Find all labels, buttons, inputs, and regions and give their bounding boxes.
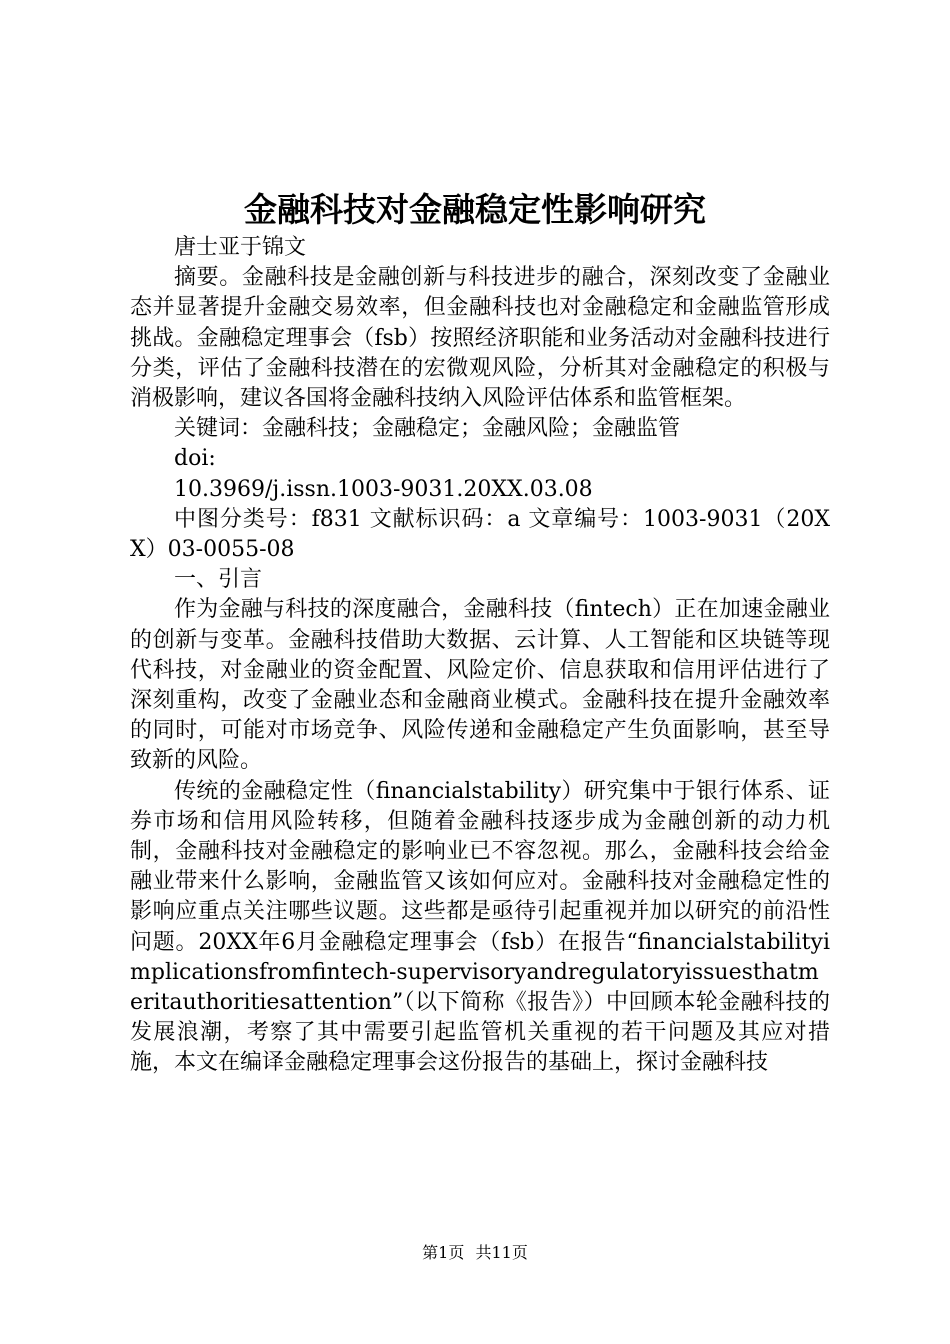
abstract-paragraph: 摘要。金融科技是金融创新与科技进步的融合，深刻改变了金融业态并显著提升金融交易效率，但金融科技也对金融稳定和金融监管形成挑战。金融稳定理事会（fsb）按照经济职能和业务活动对金融科技进行分类，评估了金融科技潜在的宏微观风险，分析其对金融稳定的积极与消极影响，建议各国将金融科技纳入风险评估体系和监管框架。 [130,265,830,412]
page-footer [0,1243,950,1263]
doi-label: doi: [174,446,216,472]
document-body [130,233,830,1079]
doi-value: 10.3969/j.issn.1003-9031.20XX.03.08 [174,476,593,502]
classification-line: 中图分类号：f831 文献标识码：a 文章编号：1003-9031（20XX）03-0055-08 [130,506,830,563]
authors-line: 唐士亚于锦文 [174,235,307,260]
body-paragraph: 作为金融与科技的深度融合，金融科技（fintech）正在加速金融业的创新与变革。金融科技借助大数据、云计算、人工智能和区块链等现代科技，对金融业的资金配置、风险定价、信息获取和信用评估进行了深刻重构，改变了金融业态和金融商业模式。金融科技在提升金融效率的同时，可能对市场竞争、风险传递和金融稳定产生负面影响，甚至导致新的风险。 [130,597,830,774]
keywords-line: 关键词：金融科技；金融稳定；金融风险；金融监管 [174,416,681,442]
document-title: 金融科技对金融稳定性影响研究 [244,190,706,229]
body-paragraph: 传统的金融稳定性（financialstability）研究集中于银行体系、证券市场和信用风险转移，但随着金融科技逐步成为金融创新的动力机制，金融科技对金融稳定的影响业已不容忽视。那么，金融科技会给金融业带来什么影响，金融监管又该如何应对。金融科技对金融稳定性的影响应重点关注哪些议题。这些都是亟待引起重视并加以研究的前沿性问题。20XX年6月金融稳定理事会（fsb）在报告“financialstabilityimplicationsfromfintech-supervisoryandregulatoryissuesthatmeritauthoritiesattention”（以下简称《报告》）中回顾本轮金融科技的发展浪潮，考察了其中需要引起监管机关重视的若干问题及其应对措施，本文在编译金融稳定理事会这份报告的基础上，探讨金融科技 [130,778,830,1076]
section-heading: 一、引言 [174,567,263,593]
page-number: 第1页 [422,1243,465,1262]
page-total: 共11页 [475,1243,528,1262]
